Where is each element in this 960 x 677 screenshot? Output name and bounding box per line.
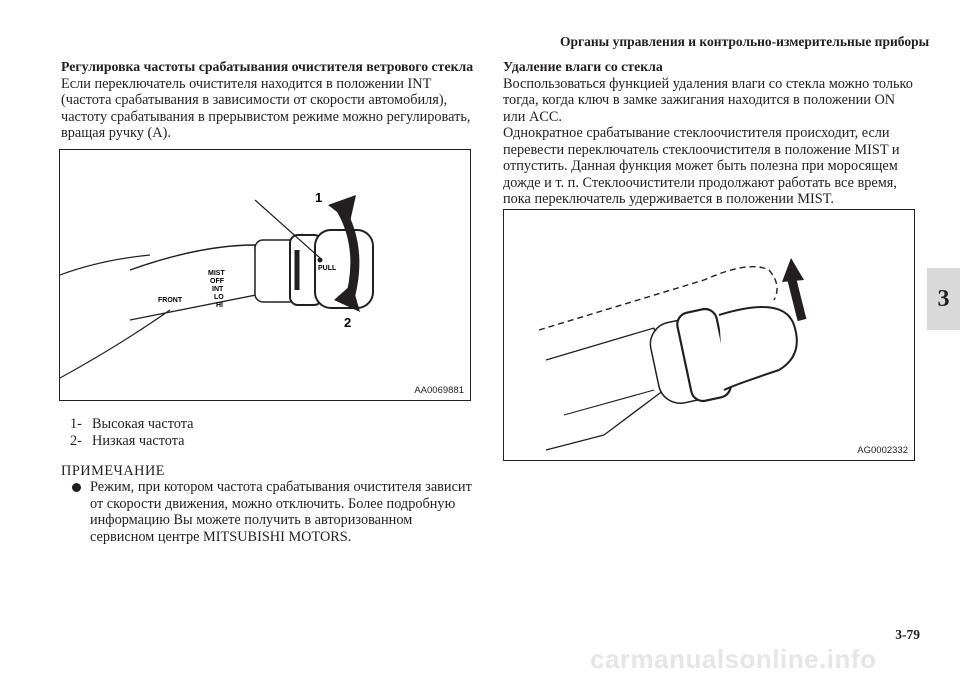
wiper-lever-mist-illustration — [504, 210, 914, 460]
legend-number: 1- — [70, 416, 82, 432]
figure-wiper-frequency — [59, 149, 471, 401]
pull-label: PULL — [318, 265, 337, 272]
legend-text: Высокая частота — [92, 416, 194, 432]
body-paragraph: Воспользоваться функцией удаления влаги со стекла можно только тогда, когда ключ в замке зажигания находится в положении ON или ACC. — [503, 75, 913, 125]
callout-1: 1 — [315, 190, 323, 205]
mist-label: MIST — [208, 270, 225, 277]
note-text: Режим, при котором частота срабатывания очистителя зависит от скорости движения, можно отключить. Более подробную информацию Вы можете получить в авторизованном сервисном центре MITSUBISHI MOTORS. — [90, 479, 472, 545]
right-column — [503, 59, 921, 208]
page-number: 3-79 — [895, 627, 920, 642]
legend-text: Низкая частота — [92, 433, 185, 449]
chapter-tab: 3 — [927, 268, 960, 330]
section-heading: Регулировка частоты срабатывания очистителя ветрового стекла — [61, 59, 474, 74]
callout-2: 2 — [344, 315, 352, 330]
section-heading: Удаление влаги со стекла — [503, 59, 663, 74]
int-label: INT — [212, 286, 224, 293]
figure-code: AG0002332 — [857, 445, 908, 456]
lo-label: LO — [214, 294, 224, 301]
legend-item — [70, 433, 194, 450]
figure-code: AA0069881 — [414, 385, 464, 396]
figure-legend — [70, 416, 194, 450]
watermark: carmanualsonline.info — [590, 644, 877, 674]
off-label: OFF — [210, 278, 224, 285]
hi-label: HI — [216, 302, 223, 309]
note-title: ПРИМЕЧАНИЕ — [61, 463, 166, 479]
bullet-icon — [72, 483, 81, 492]
body-paragraph: Если переключатель очистителя находится в положении INT (частота срабатывания в зависимости от скорости автомобиля), частоту срабатывания в прерывистом режиме можно регулировать, вращая ручку (А). — [61, 75, 471, 141]
note-block — [72, 479, 472, 545]
section-header: Органы управления и контрольно-измерительные приборы — [560, 34, 930, 49]
body-paragraph: Однократное срабатывание стеклоочистителя происходит, если перевести переключатель стеклоочистителя в положение MIST и отпустить. Данная функция может быть полезна при моросящем дожде и т. п. Стеклоочистители продолжают работать все время, пока переключатель удерживается в положении MIST. — [503, 125, 900, 207]
wiper-lever-illustration — [60, 150, 470, 400]
left-column — [61, 59, 481, 142]
legend-number: 2- — [70, 433, 82, 449]
legend-item — [70, 416, 194, 433]
figure-mist-function — [503, 209, 915, 461]
front-label: FRONT — [158, 297, 183, 304]
